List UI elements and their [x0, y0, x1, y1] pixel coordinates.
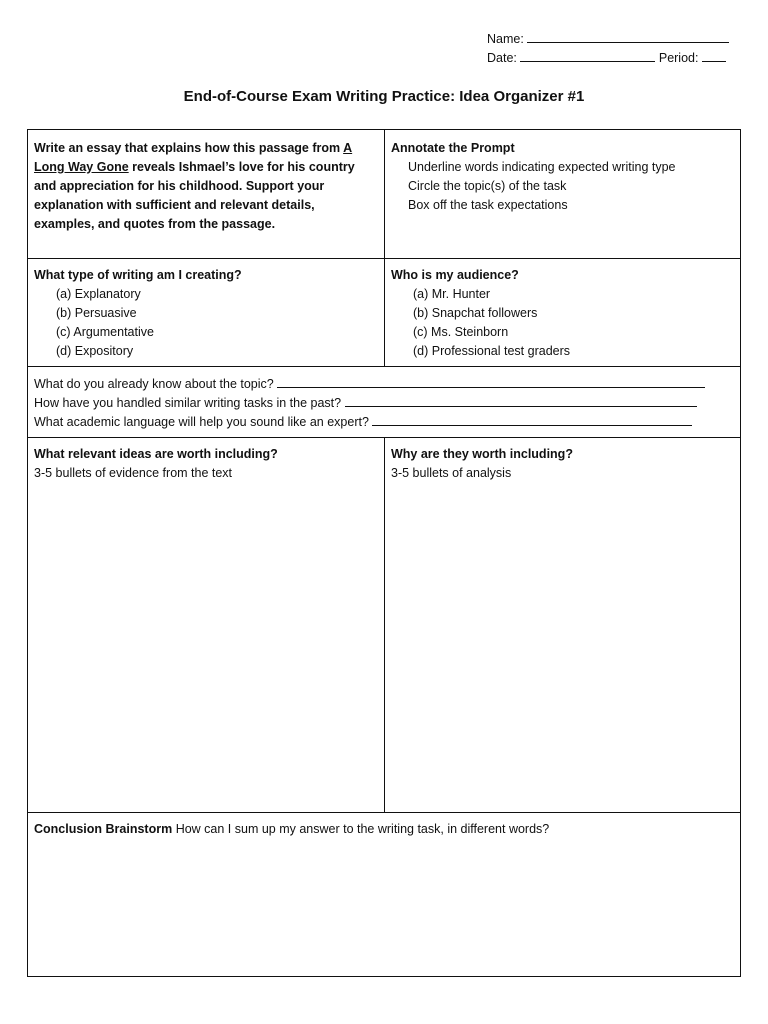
period-field[interactable]	[702, 49, 726, 62]
question-text: What do you already know about the topic?	[34, 377, 274, 391]
writing-type-option[interactable]: (d) Expository	[56, 344, 134, 358]
audience-option[interactable]: (c) Ms. Steinborn	[413, 325, 509, 339]
evidence-subtext: 3-5 bullets of evidence from the text	[34, 466, 233, 480]
prompt-row	[28, 130, 740, 259]
answer-field[interactable]	[372, 413, 692, 426]
writing-type-cell	[28, 259, 385, 366]
answer-field[interactable]	[345, 394, 697, 407]
evidence-row	[28, 438, 740, 813]
audience-option[interactable]: (d) Professional test graders	[413, 344, 571, 358]
evidence-heading: What relevant ideas are worth including?	[34, 447, 278, 461]
conclusion-text: How can I sum up my answer to the writing task, in different words?	[172, 822, 550, 836]
annotate-item: Box off the task expectations	[408, 198, 568, 212]
audience-heading: Who is my audience?	[391, 268, 519, 282]
writing-type-option[interactable]: (a) Explanatory	[56, 287, 141, 301]
question-line	[34, 413, 734, 432]
period-label: Period:	[658, 51, 699, 65]
annotate-cell	[385, 130, 740, 258]
date-field[interactable]	[520, 49, 655, 62]
prompt-text-end: reveals Ishmael’s love for his country and appreciation for his childhood. Support your explanation with sufficient and relevant details, examples, and quotes from the passage.	[34, 160, 355, 231]
name-label: Name:	[487, 32, 524, 46]
book-title: A Long Way Gone	[34, 141, 353, 174]
annotate-item: Underline words indicating expected writing type	[408, 160, 676, 174]
question-text: What academic language will help you sound like an expert?	[34, 415, 369, 429]
analysis-subtext: 3-5 bullets of analysis	[391, 466, 512, 480]
audience-option[interactable]: (b) Snapchat followers	[413, 306, 538, 320]
conclusion-cell[interactable]	[28, 813, 740, 976]
evidence-cell[interactable]	[28, 438, 385, 812]
organizer-table	[27, 129, 741, 977]
date-label: Date:	[487, 51, 517, 65]
page-title: End-of-Course Exam Writing Practice: Idea Organizer #1	[183, 88, 585, 105]
type-audience-row	[28, 259, 740, 367]
conclusion-heading: Conclusion Brainstorm	[34, 822, 173, 836]
prompt-cell	[28, 130, 385, 258]
audience-option[interactable]: (a) Mr. Hunter	[413, 287, 491, 301]
annotate-heading: Annotate the Prompt	[391, 141, 515, 155]
date-period-row	[487, 49, 729, 68]
writing-type-option[interactable]: (b) Persuasive	[56, 306, 137, 320]
question-text: How have you handled similar writing tasks in the past?	[34, 396, 342, 410]
conclusion-row	[28, 813, 740, 976]
prompt-text-start: Write an essay that explains how this passage from	[34, 141, 344, 155]
questions-cell	[28, 367, 740, 437]
question-line	[34, 375, 734, 394]
analysis-heading: Why are they worth including?	[391, 447, 573, 461]
audience-cell	[385, 259, 740, 366]
writing-type-option[interactable]: (c) Argumentative	[56, 325, 154, 339]
answer-field[interactable]	[277, 375, 705, 388]
analysis-cell[interactable]	[385, 438, 740, 812]
questions-row	[28, 367, 740, 438]
question-line	[34, 394, 734, 413]
writing-type-heading: What type of writing am I creating?	[34, 268, 242, 282]
annotate-item: Circle the topic(s) of the task	[408, 179, 567, 193]
student-info-header	[487, 30, 729, 68]
name-field[interactable]	[527, 30, 729, 43]
name-row	[487, 30, 729, 49]
